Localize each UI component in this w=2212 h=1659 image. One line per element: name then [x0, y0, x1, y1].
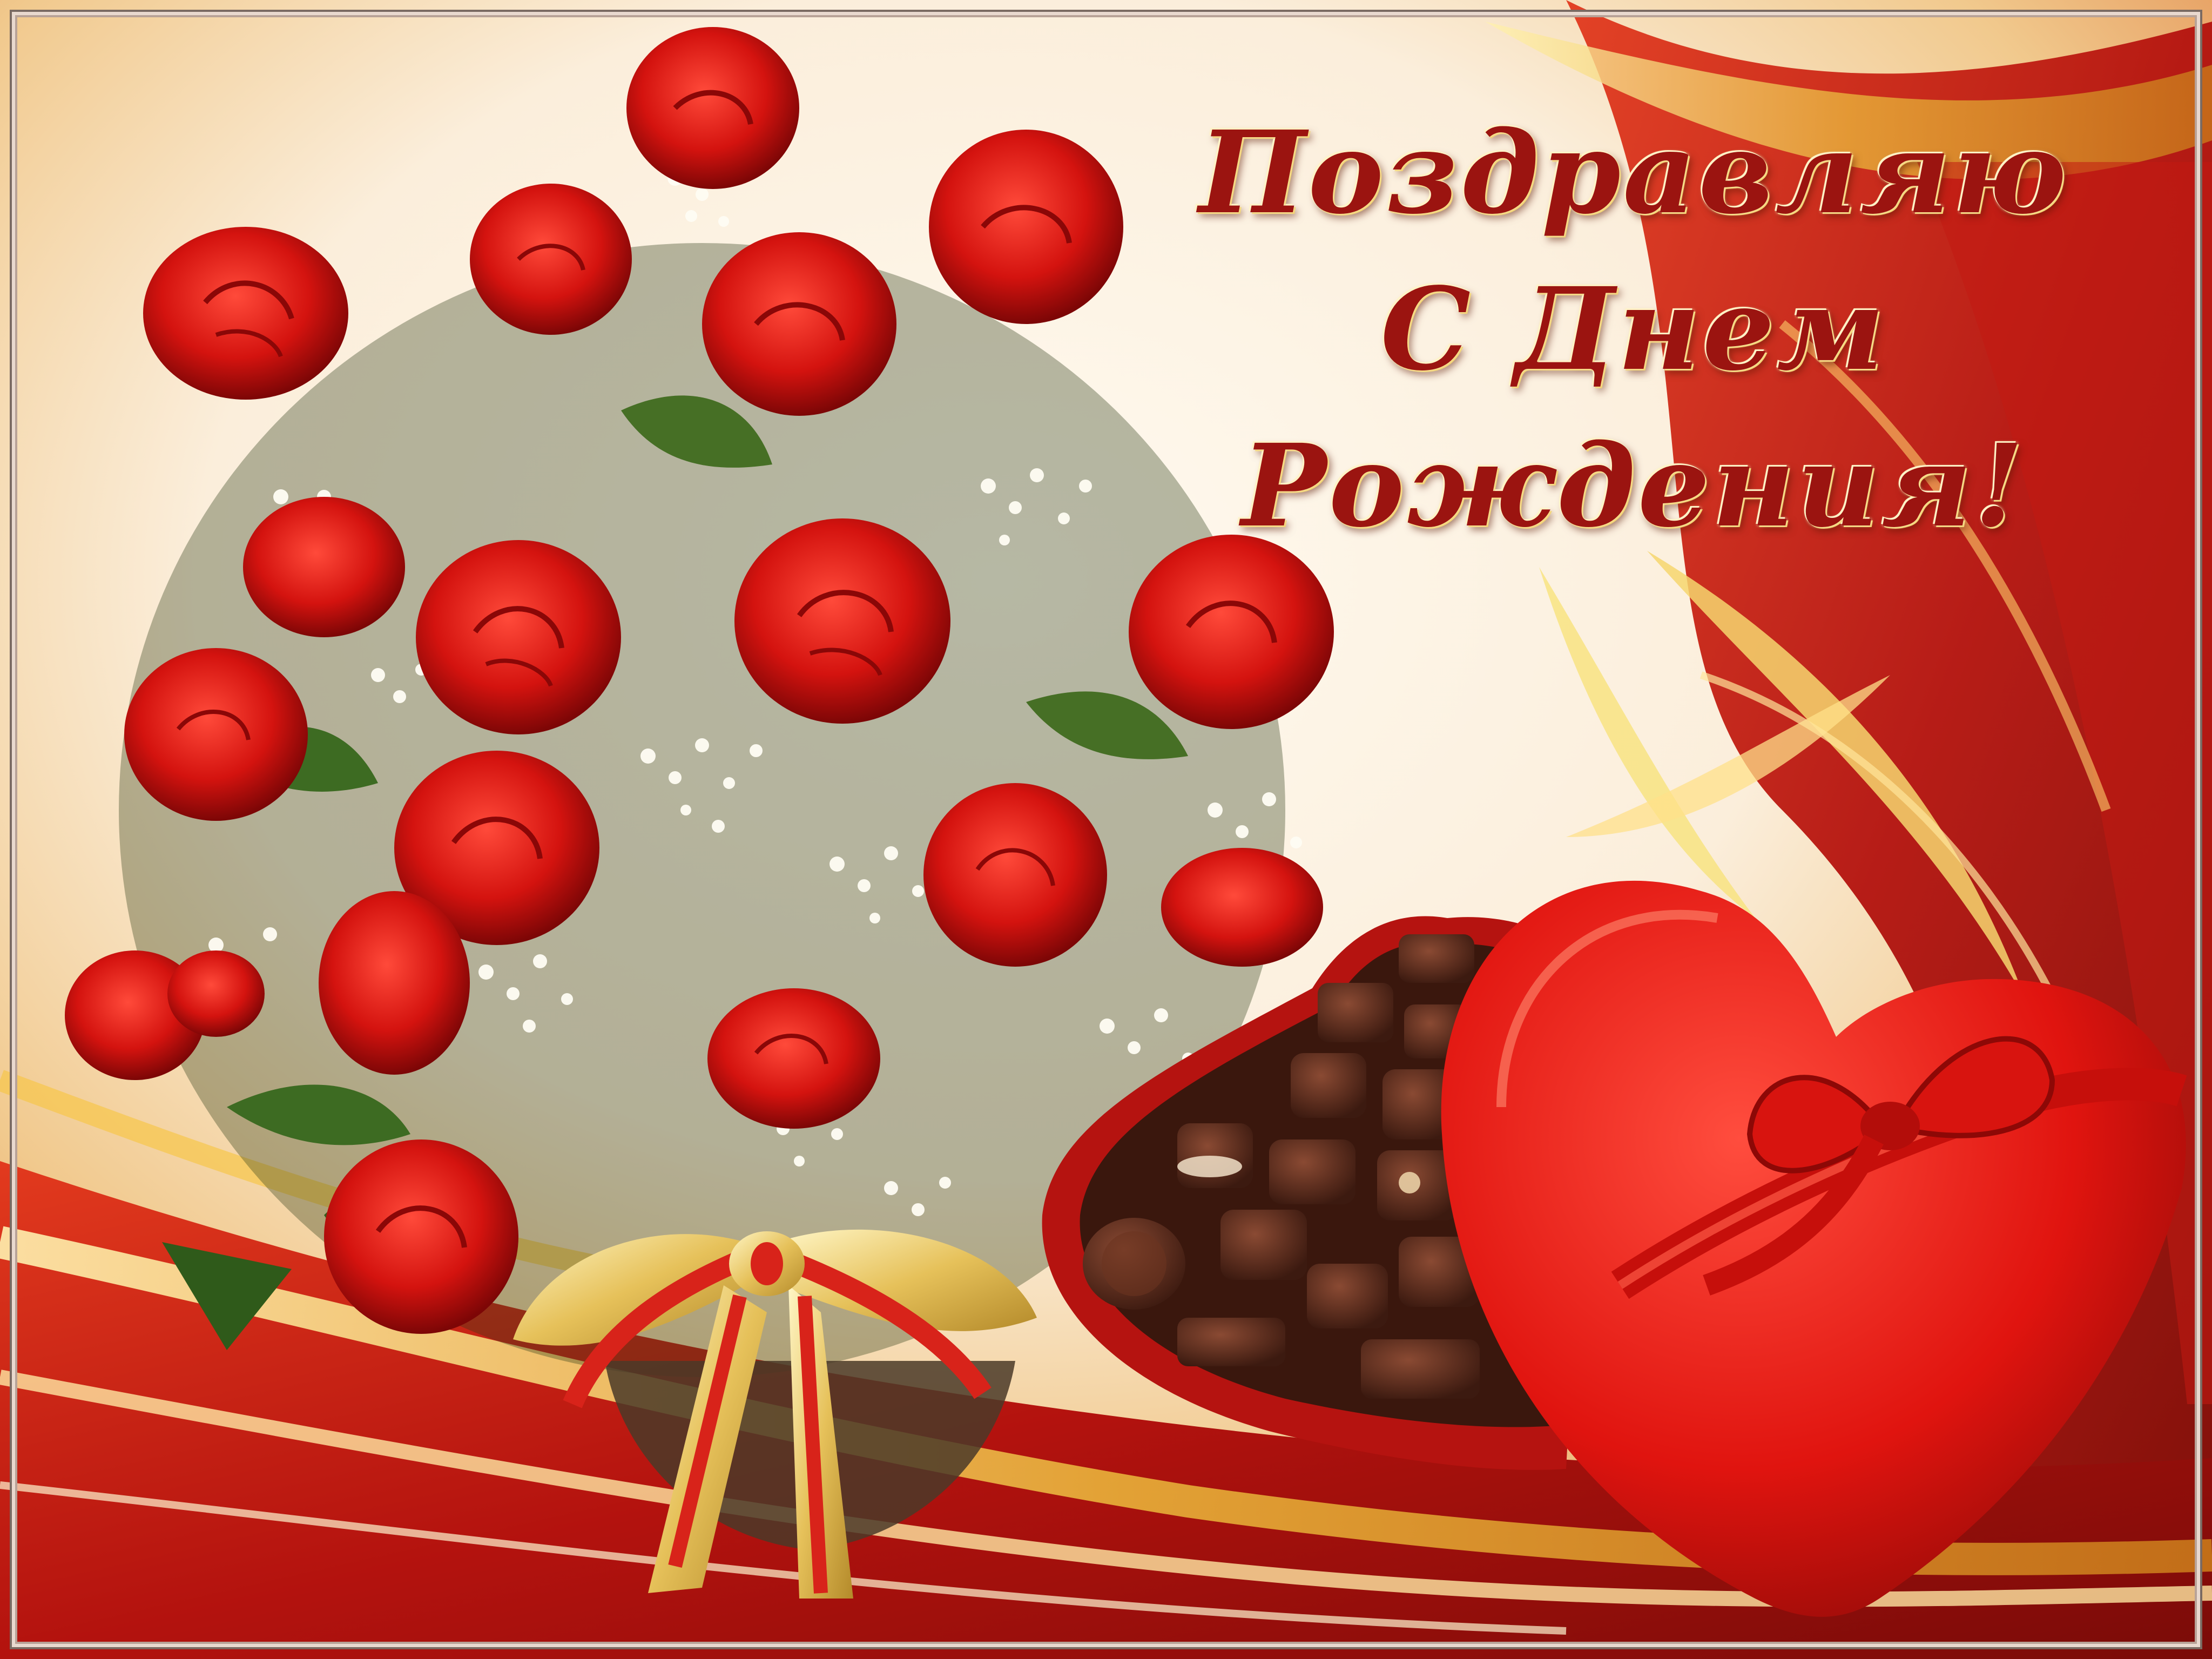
rose [416, 540, 621, 734]
rose [319, 891, 470, 1075]
rose [124, 648, 308, 821]
rose [702, 232, 896, 416]
rose [626, 27, 799, 189]
birthday-greeting [1161, 95, 2106, 564]
rose [324, 1139, 518, 1334]
greeting-line-3: Рождения! [1241, 419, 2026, 552]
greeting-line-1: Поздравляю [1198, 106, 2069, 239]
rose [734, 518, 950, 724]
rose [143, 227, 348, 400]
rose [929, 130, 1123, 324]
greeting-line-2: С Днем [1380, 262, 1887, 396]
rose [923, 783, 1107, 967]
rose [243, 497, 405, 637]
rose [1161, 848, 1323, 967]
rose [470, 184, 632, 335]
rose [707, 988, 880, 1129]
